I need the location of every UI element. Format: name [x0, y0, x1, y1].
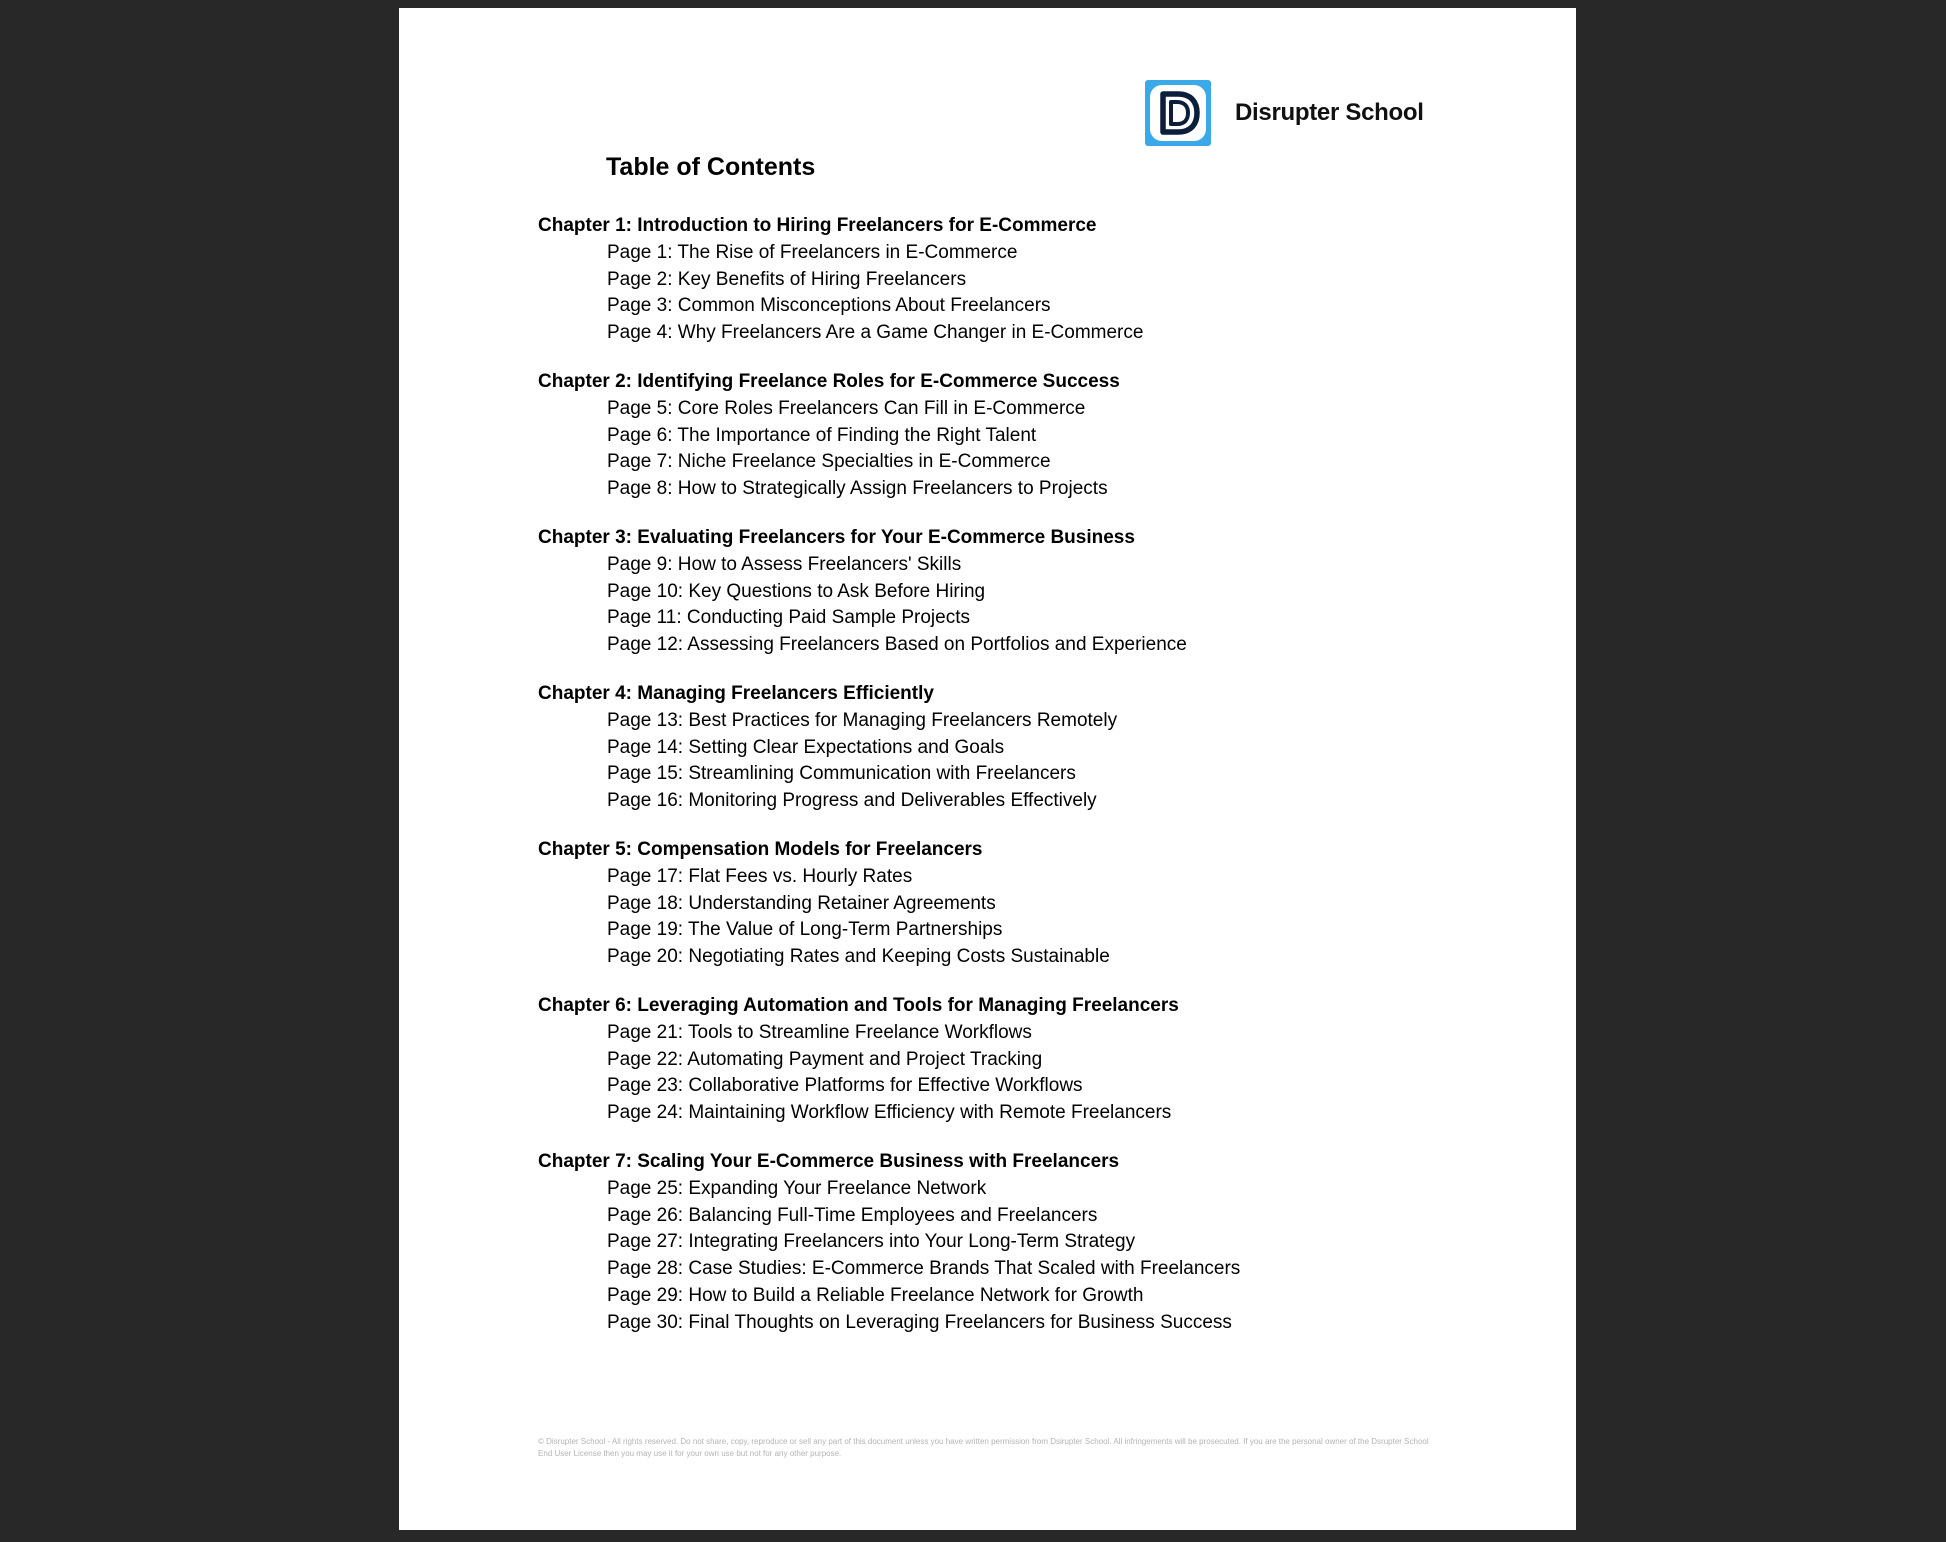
toc-page-entry[interactable]: Page 4: Why Freelancers Are a Game Changer in E-Commerce	[607, 322, 1144, 344]
toc-page-entry[interactable]: Page 3: Common Misconceptions About Freelancers	[607, 295, 1051, 317]
toc-page-entry[interactable]: Page 14: Setting Clear Expectations and Goals	[607, 736, 1005, 758]
toc-page-entry[interactable]: Page 25: Expanding Your Freelance Network	[607, 1177, 987, 1199]
toc-page-entry[interactable]: Page 5: Core Roles Freelancers Can Fill in E-Commerce	[607, 397, 1086, 419]
chapter-title[interactable]: Chapter 3: Evaluating Freelancers for Your E-Commerce Business	[538, 526, 1135, 548]
brand-header	[1145, 80, 1424, 146]
toc-page-entry[interactable]: Page 29: How to Build a Reliable Freelance Network for Growth	[607, 1284, 1144, 1306]
toc-page-entry[interactable]: Page 23: Collaborative Platforms for Effective Workflows	[607, 1075, 1083, 1097]
toc-page-entry[interactable]: Page 16: Monitoring Progress and Deliverables Effectively	[607, 790, 1097, 812]
toc-page-entry[interactable]: Page 2: Key Benefits of Hiring Freelancers	[607, 268, 967, 290]
toc-page-entry[interactable]: Page 26: Balancing Full-Time Employees and Freelancers	[607, 1204, 1098, 1226]
toc-page-entry[interactable]: Page 12: Assessing Freelancers Based on Portfolios and Experience	[607, 634, 1187, 656]
toc-page-entry[interactable]: Page 24: Maintaining Workflow Efficiency with Remote Freelancers	[607, 1102, 1172, 1124]
toc-chapter	[538, 681, 1498, 815]
toc-page-entry[interactable]: Page 17: Flat Fees vs. Hourly Rates	[607, 865, 913, 887]
chapter-title[interactable]: Chapter 1: Introduction to Hiring Freelancers for E-Commerce	[538, 215, 1097, 236]
brand-name: Disrupter School	[1235, 99, 1424, 126]
toc-page-entry[interactable]: Page 21: Tools to Streamline Freelance Workflows	[607, 1021, 1032, 1043]
toc-chapter	[538, 213, 1498, 347]
toc-page-entry[interactable]: Page 18: Understanding Retainer Agreements	[607, 892, 996, 914]
toc-page-entry[interactable]: Page 27: Integrating Freelancers into Your Long-Term Strategy	[607, 1231, 1136, 1253]
toc-page-entry[interactable]: Page 10: Key Questions to Ask Before Hiring	[607, 580, 986, 602]
chapter-title[interactable]: Chapter 6: Leveraging Automation and Tools for Managing Freelancers	[538, 994, 1179, 1016]
toc-page-entry[interactable]: Page 28: Case Studies: E-Commerce Brands That Scaled with Freelancers	[607, 1258, 1241, 1280]
toc-chapter	[538, 837, 1498, 971]
table-of-contents	[538, 213, 1498, 1358]
toc-page-entry[interactable]: Page 11: Conducting Paid Sample Projects	[607, 607, 970, 629]
brand-logo	[1145, 80, 1211, 146]
chapter-title[interactable]: Chapter 4: Managing Freelancers Efficiently	[538, 682, 934, 704]
toc-chapter	[538, 369, 1498, 503]
toc-page-entry[interactable]: Page 9: How to Assess Freelancers' Skills	[607, 553, 962, 575]
toc-page-entry[interactable]: Page 22: Automating Payment and Project Tracking	[607, 1048, 1043, 1070]
toc-page-entry[interactable]: Page 19: The Value of Long-Term Partnerships	[607, 919, 1003, 941]
document-page	[399, 8, 1576, 1530]
chapter-title[interactable]: Chapter 5: Compensation Models for Freelancers	[538, 838, 983, 860]
chapter-title[interactable]: Chapter 7: Scaling Your E-Commerce Business with Freelancers	[538, 1150, 1120, 1172]
toc-page-entry[interactable]: Page 15: Streamlining Communication with Freelancers	[607, 763, 1076, 785]
chapter-title[interactable]: Chapter 2: Identifying Freelance Roles for E-Commerce Success	[538, 370, 1120, 392]
toc-page-entry[interactable]: Page 6: The Importance of Finding the Right Talent	[607, 424, 1037, 446]
toc-chapter	[538, 1149, 1498, 1337]
toc-page-entry[interactable]: Page 7: Niche Freelance Specialties in E-Commerce	[607, 451, 1051, 473]
toc-chapter	[538, 993, 1498, 1127]
toc-chapter	[538, 525, 1498, 659]
toc-page-entry[interactable]: Page 30: Final Thoughts on Leveraging Freelancers for Business Success	[607, 1311, 1232, 1333]
toc-page-entry[interactable]: Page 13: Best Practices for Managing Freelancers Remotely	[607, 709, 1118, 731]
toc-page-entry[interactable]: Page 20: Negotiating Rates and Keeping Costs Sustainable	[607, 946, 1110, 968]
toc-title: Table of Contents	[606, 153, 816, 181]
copyright-footer: © Disrupter School - All rights reserved. Do not share, copy, reproduce or sell any part of this document unless you have written permission from Dsirupter School. All infringements will be prosecuted. If you are the personal owner of the Dsrupter School End User License then you may use it for your own use but not for any other purpose.	[538, 1437, 1429, 1458]
toc-page-entry[interactable]: Page 8: How to Strategically Assign Freelancers to Projects	[607, 478, 1108, 500]
toc-page-entry[interactable]: Page 1: The Rise of Freelancers in E-Commerce	[607, 241, 1018, 263]
d-logo-icon	[1145, 80, 1211, 146]
